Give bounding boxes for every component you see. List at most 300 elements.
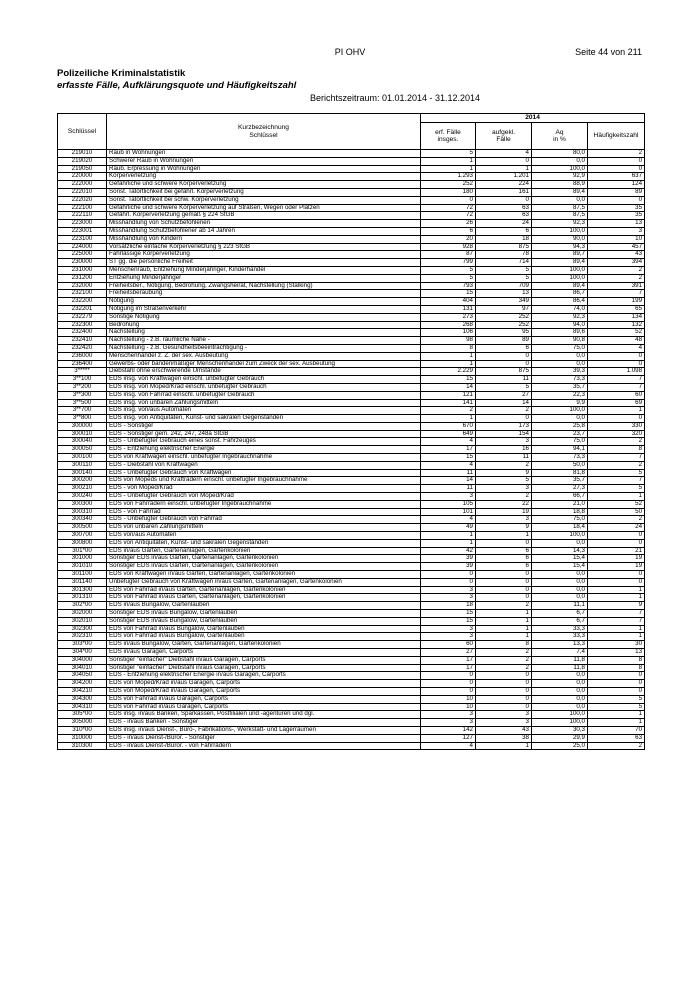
- row-solved: 16: [476, 446, 532, 454]
- row-cases: 131: [421, 305, 476, 313]
- row-solved: 0: [476, 680, 532, 688]
- row-rate: 100,0: [532, 711, 588, 719]
- row-cases: 15: [421, 290, 476, 298]
- row-cases: 180: [421, 188, 476, 196]
- row-description: Gefährliche und schwere Körperverletzung auf Straßen, Wegen oder Plätzen: [107, 204, 421, 212]
- row-description: EDS von Moped/Krad in/aus Garagen, Carports: [107, 687, 421, 695]
- row-rate: 11,1: [532, 602, 588, 610]
- row-frequency: 5: [588, 695, 645, 703]
- row-description: Sonstiger EDS in/aus Bungalow, Gartenlauben: [107, 617, 421, 625]
- row-description: EDS - Unbefugter Gebrauch von Moped/Krad: [107, 493, 421, 501]
- row-solved: 349: [476, 298, 532, 306]
- row-description: Freiheitsberaubung: [107, 290, 421, 298]
- row-description: Nachstellung - z.B. räumliche Nähe -: [107, 337, 421, 345]
- row-key: 300110: [58, 461, 107, 469]
- column-header-description: Kurzbezeichnung Schlüssel: [107, 114, 421, 150]
- row-description: EDS in/aus Garagen, Carports: [107, 649, 421, 657]
- row-description: Raub in Wohnungen: [107, 150, 421, 158]
- row-key: 300300: [58, 500, 107, 508]
- row-solved: 2: [476, 656, 532, 664]
- row-rate: 35,7: [532, 477, 588, 485]
- row-key: 236400: [58, 360, 107, 368]
- row-frequency: 5: [588, 469, 645, 477]
- row-cases: 27: [421, 649, 476, 657]
- row-key: 304310: [58, 703, 107, 711]
- row-frequency: 0: [588, 415, 645, 423]
- row-rate: 30,3: [532, 726, 588, 734]
- row-solved: 3: [476, 438, 532, 446]
- row-cases: 20: [421, 235, 476, 243]
- row-rate: 100,0: [532, 227, 588, 235]
- table-row: [58, 726, 645, 734]
- row-cases: 60: [421, 641, 476, 649]
- row-rate: 33,3: [532, 625, 588, 633]
- row-rate: 0,0: [532, 196, 588, 204]
- row-description: Nötigung: [107, 298, 421, 306]
- column-header-key: Schlüssel: [58, 114, 107, 150]
- row-cases: 1: [421, 539, 476, 547]
- row-solved: 24: [476, 220, 532, 228]
- table-row: [58, 539, 645, 547]
- row-rate: 92,3: [532, 313, 588, 321]
- row-key: 300500: [58, 524, 107, 532]
- row-solved: 709: [476, 282, 532, 290]
- row-cases: 0: [421, 687, 476, 695]
- row-solved: 22: [476, 500, 532, 508]
- row-rate: 87,5: [532, 204, 588, 212]
- row-rate: 89,4: [532, 282, 588, 290]
- table-row: [58, 188, 645, 196]
- row-rate: 0,0: [532, 680, 588, 688]
- row-description: Sonstige Nötigung: [107, 313, 421, 321]
- row-description: EDS - von Moped/Krad: [107, 485, 421, 493]
- column-header-rate: Aq in %: [532, 123, 588, 150]
- row-rate: 6,7: [532, 610, 588, 618]
- row-description: EDS insg. von unbaren Zahlungsmitteln: [107, 399, 421, 407]
- row-key: 300010: [58, 430, 107, 438]
- row-cases: 268: [421, 321, 476, 329]
- table-body: [58, 150, 645, 750]
- row-frequency: 330: [588, 422, 645, 430]
- table-row: [58, 204, 645, 212]
- row-cases: 14: [421, 477, 476, 485]
- row-description: EDS von Fahrrad in/aus Gärten, Gartenanlagen, Gartenkolonien: [107, 586, 421, 594]
- table-row: [58, 305, 645, 313]
- row-solved: 173: [476, 422, 532, 430]
- row-cases: 4: [421, 438, 476, 446]
- row-key: 3**700: [58, 407, 107, 415]
- table-row: [58, 344, 645, 352]
- row-cases: 1: [421, 415, 476, 423]
- row-description: EDS - Unbefugter Gebrauch eines sonst. Fahrzeuges: [107, 438, 421, 446]
- table-row: [58, 227, 645, 235]
- row-frequency: 8: [588, 656, 645, 664]
- page-number: Seite 44 von 211: [575, 47, 642, 57]
- row-cases: 127: [421, 734, 476, 742]
- row-cases: 14: [421, 383, 476, 391]
- row-solved: 1: [476, 625, 532, 633]
- row-key: 232200: [58, 298, 107, 306]
- row-frequency: 0: [588, 578, 645, 586]
- row-solved: 11: [476, 376, 532, 384]
- row-key: 231200: [58, 274, 107, 282]
- table-row: [58, 282, 645, 290]
- row-frequency: 2: [588, 438, 645, 446]
- row-key: 3**100: [58, 376, 107, 384]
- row-rate: 75,0: [532, 438, 588, 446]
- row-rate: 100,0: [532, 719, 588, 727]
- row-cases: 4: [421, 742, 476, 750]
- row-description: EDS von unbaren Zahlungsmitteln: [107, 524, 421, 532]
- row-key: 304050: [58, 672, 107, 680]
- row-rate: 0,0: [532, 687, 588, 695]
- row-frequency: 2: [588, 461, 645, 469]
- row-solved: 18: [476, 235, 532, 243]
- row-cases: 49: [421, 524, 476, 532]
- row-rate: 75,0: [532, 516, 588, 524]
- row-key: 301010: [58, 563, 107, 571]
- row-frequency: 1: [588, 633, 645, 641]
- row-key: 219050: [58, 165, 107, 173]
- row-key: 300700: [58, 532, 107, 540]
- row-rate: 81,8: [532, 469, 588, 477]
- table-row: [58, 625, 645, 633]
- row-key: 304300: [58, 695, 107, 703]
- row-solved: 6: [476, 563, 532, 571]
- row-rate: 92,9: [532, 173, 588, 181]
- row-key: 301140: [58, 578, 107, 586]
- row-rate: 35,7: [532, 383, 588, 391]
- row-key: 302010: [58, 617, 107, 625]
- row-frequency: 24: [588, 524, 645, 532]
- row-cases: 1: [421, 360, 476, 368]
- row-solved: 0: [476, 352, 532, 360]
- row-frequency: 320: [588, 430, 645, 438]
- row-frequency: 19: [588, 563, 645, 571]
- row-solved: 9: [476, 469, 532, 477]
- table-row: [58, 524, 645, 532]
- row-description: Menschenraub, Entziehung Minderjähriger, Kinderhandel: [107, 266, 421, 274]
- row-solved: 5: [476, 274, 532, 282]
- row-description: EDS - Entziehung elektrischer Energie: [107, 446, 421, 454]
- row-rate: 73,3: [532, 454, 588, 462]
- row-rate: 74,0: [532, 305, 588, 313]
- row-cases: 1: [421, 352, 476, 360]
- row-cases: 15: [421, 610, 476, 618]
- row-rate: 100,0: [532, 532, 588, 540]
- row-cases: 0: [421, 578, 476, 586]
- table-row: [58, 438, 645, 446]
- row-frequency: 1: [588, 586, 645, 594]
- table-row: [58, 150, 645, 158]
- row-frequency: 1: [588, 625, 645, 633]
- row-solved: 6: [476, 555, 532, 563]
- row-rate: 29,9: [532, 734, 588, 742]
- row-key: 219020: [58, 157, 107, 165]
- row-frequency: 124: [588, 181, 645, 189]
- table-row: [58, 181, 645, 189]
- table-row: [58, 734, 645, 742]
- row-frequency: 2: [588, 266, 645, 274]
- row-rate: 94,1: [532, 446, 588, 454]
- row-frequency: 2: [588, 274, 645, 282]
- row-frequency: 0: [588, 196, 645, 204]
- row-frequency: 13: [588, 220, 645, 228]
- table-row: [58, 508, 645, 516]
- row-cases: 142: [421, 726, 476, 734]
- row-key: 301*00: [58, 547, 107, 555]
- row-rate: 66,7: [532, 493, 588, 501]
- row-solved: 3: [476, 719, 532, 727]
- row-solved: 97: [476, 305, 532, 313]
- table-row: [58, 259, 645, 267]
- row-key: 300040: [58, 438, 107, 446]
- table-row: [58, 719, 645, 727]
- row-description: EDS insg. von Kraftwagen einschl. unbefugter Gebrauch: [107, 376, 421, 384]
- column-header-frequency: Häufigkeitszahl: [588, 123, 645, 150]
- row-key: 300800: [58, 539, 107, 547]
- table-row: [58, 220, 645, 228]
- row-solved: 0: [476, 360, 532, 368]
- row-rate: 0,0: [532, 360, 588, 368]
- row-key: 301300: [58, 586, 107, 594]
- row-description: EDS insg. in/aus Banken, Sparkassen, Postfilialen und -agenturen und dgl.: [107, 711, 421, 719]
- row-description: Misshandlung Schutzbefohlener ab 14 Jahren: [107, 227, 421, 235]
- row-cases: 3: [421, 711, 476, 719]
- row-solved: 0: [476, 695, 532, 703]
- row-frequency: 1: [588, 594, 645, 602]
- row-key: 300240: [58, 493, 107, 501]
- row-key: 301000: [58, 555, 107, 563]
- row-rate: 90,8: [532, 337, 588, 345]
- row-frequency: 2: [588, 150, 645, 158]
- row-rate: 0,0: [532, 539, 588, 547]
- row-description: Sonstiger EDS in/aus Bungalow, Gartenlauben: [107, 610, 421, 618]
- table-row: [58, 422, 645, 430]
- row-solved: 14: [476, 399, 532, 407]
- row-solved: 2: [476, 407, 532, 415]
- row-key: 300000: [58, 422, 107, 430]
- row-description: Freiheitsber., Nötigung, Bedrohung, Zwangsheirat, Nachstellung (Stalking): [107, 282, 421, 290]
- row-key: 3**800: [58, 415, 107, 423]
- row-cases: 15: [421, 617, 476, 625]
- table-row: [58, 633, 645, 641]
- row-description: EDS von Antiquitäten, Kunst- und sakralen Gegenständen: [107, 539, 421, 547]
- row-solved: 161: [476, 188, 532, 196]
- row-rate: 15,4: [532, 563, 588, 571]
- table-row: [58, 578, 645, 586]
- row-description: EDS von Kraftwagen in/aus Gärten, Gartenanlagen, Gartenkolonien: [107, 571, 421, 579]
- row-rate: 94,3: [532, 243, 588, 251]
- row-cases: 26: [421, 220, 476, 228]
- row-description: EDS - Unbefugter Gebrauch von Kraftwagen: [107, 469, 421, 477]
- row-solved: 3: [476, 711, 532, 719]
- row-cases: 404: [421, 298, 476, 306]
- row-description: EDS - Entziehung elektrischer Energie in/aus Garagen, Carports: [107, 672, 421, 680]
- row-description: Nachstellung: [107, 329, 421, 337]
- row-cases: 1: [421, 532, 476, 540]
- row-frequency: 1.098: [588, 368, 645, 376]
- row-key: 222100: [58, 204, 107, 212]
- row-description: EDS insg. in/aus Dienst-, Büro-, Fabrikations-, Werkstatt- und Lagerräumen: [107, 726, 421, 734]
- row-frequency: 89: [588, 188, 645, 196]
- row-solved: 0: [476, 672, 532, 680]
- table-row: [58, 485, 645, 493]
- row-cases: 3: [421, 594, 476, 602]
- row-description: Körperverletzung: [107, 173, 421, 181]
- table-row: [58, 360, 645, 368]
- row-solved: 1: [476, 610, 532, 618]
- table-row: [58, 656, 645, 664]
- table-row: [58, 376, 645, 384]
- row-solved: 875: [476, 368, 532, 376]
- row-cases: 1.293: [421, 173, 476, 181]
- table-row: [58, 571, 645, 579]
- row-key: 300140: [58, 469, 107, 477]
- table-row: [58, 695, 645, 703]
- column-header-cases: erf. Fälle insges.: [421, 123, 476, 150]
- row-cases: 141: [421, 399, 476, 407]
- table-row: [58, 602, 645, 610]
- table-row: [58, 610, 645, 618]
- row-rate: 21,0: [532, 500, 588, 508]
- row-cases: 5: [421, 150, 476, 158]
- table-row: [58, 212, 645, 220]
- table-row: [58, 664, 645, 672]
- row-description: EDS von Fahrrad in/aus Gärten, Gartenanlagen, Gartenkolonien: [107, 594, 421, 602]
- row-description: EDS von Fahrrad in/aus Garagen, Carports: [107, 695, 421, 703]
- row-frequency: 65: [588, 305, 645, 313]
- row-description: Gewerbs- oder bandenmäßiger Menschenhandel zum Zweck der sex. Ausbeutung: [107, 360, 421, 368]
- row-cases: 3: [421, 625, 476, 633]
- row-key: 303*00: [58, 641, 107, 649]
- row-frequency: 35: [588, 212, 645, 220]
- row-key: 300100: [58, 454, 107, 462]
- row-solved: 63: [476, 212, 532, 220]
- row-cases: 0: [421, 680, 476, 688]
- row-key: 302000: [58, 610, 107, 618]
- table-row: [58, 298, 645, 306]
- row-rate: 9,9: [532, 399, 588, 407]
- row-rate: 18,8: [532, 508, 588, 516]
- row-key: 232410: [58, 337, 107, 345]
- row-key: 301310: [58, 594, 107, 602]
- report-source: PI OHV: [334, 47, 366, 57]
- row-description: EDS von Fahrrad in/aus Bungalow, Gartenlauben: [107, 633, 421, 641]
- row-rate: 13,3: [532, 641, 588, 649]
- row-frequency: 60: [588, 391, 645, 399]
- row-frequency: 19: [588, 555, 645, 563]
- row-rate: 11,8: [532, 656, 588, 664]
- row-cases: 6: [421, 227, 476, 235]
- row-solved: 6: [476, 227, 532, 235]
- row-frequency: 1: [588, 407, 645, 415]
- row-description: Sonstiger EDS in/aus Gärten, Gartenanlagen, Gartenkolonien: [107, 563, 421, 571]
- row-description: EDS von Moped/Krad in/aus Garagen, Carports: [107, 680, 421, 688]
- row-frequency: 63: [588, 734, 645, 742]
- row-solved: 1: [476, 633, 532, 641]
- row-rate: 7,4: [532, 649, 588, 657]
- row-cases: 17: [421, 656, 476, 664]
- row-description: Sonstiger EDS in/aus Gärten, Gartenanlagen, Gartenkolonien: [107, 555, 421, 563]
- row-frequency: 5: [588, 703, 645, 711]
- row-key: 302*00: [58, 602, 107, 610]
- row-solved: 9: [476, 524, 532, 532]
- table-row: [58, 368, 645, 376]
- row-frequency: 132: [588, 321, 645, 329]
- table-row: [58, 430, 645, 438]
- row-key: 302310: [58, 633, 107, 641]
- row-cases: 1: [421, 165, 476, 173]
- row-cases: 649: [421, 430, 476, 438]
- row-rate: 22,3: [532, 391, 588, 399]
- row-cases: 72: [421, 204, 476, 212]
- statistics-table: [57, 113, 645, 750]
- table-row: [58, 547, 645, 555]
- row-cases: 5: [421, 274, 476, 282]
- row-description: EDS von Fahrrad in/aus Garagen, Carports: [107, 703, 421, 711]
- table-row: [58, 407, 645, 415]
- row-key: 300310: [58, 508, 107, 516]
- table-row: [58, 563, 645, 571]
- row-solved: 6: [476, 547, 532, 555]
- row-description: EDS - in/aus Dienst-/Büror. - von Fahrrädern: [107, 742, 421, 750]
- row-key: 232201: [58, 305, 107, 313]
- table-row: [58, 266, 645, 274]
- row-description: EDS von Kraftwagen einschl. unbefugter Ingebrauchnahme: [107, 454, 421, 462]
- row-solved: 19: [476, 508, 532, 516]
- row-solved: 3: [476, 485, 532, 493]
- row-cases: 105: [421, 500, 476, 508]
- row-cases: 3: [421, 493, 476, 501]
- table-row: [58, 532, 645, 540]
- row-cases: 5: [421, 266, 476, 274]
- row-rate: 90,0: [532, 235, 588, 243]
- row-solved: 95: [476, 329, 532, 337]
- row-description: Diebstahl ohne erschwerende Umstände: [107, 368, 421, 376]
- row-rate: 89,4: [532, 259, 588, 267]
- row-cases: 101: [421, 508, 476, 516]
- row-frequency: 35: [588, 204, 645, 212]
- row-key: 3**300: [58, 391, 107, 399]
- row-cases: 670: [421, 422, 476, 430]
- row-frequency: 7: [588, 383, 645, 391]
- table-row: [58, 165, 645, 173]
- row-solved: 0: [476, 539, 532, 547]
- table-row: [58, 274, 645, 282]
- row-solved: 252: [476, 321, 532, 329]
- row-frequency: 10: [588, 235, 645, 243]
- row-solved: 154: [476, 430, 532, 438]
- row-solved: 2: [476, 649, 532, 657]
- row-key: 232000: [58, 282, 107, 290]
- row-rate: 23,7: [532, 430, 588, 438]
- row-solved: 1.201: [476, 173, 532, 181]
- row-key: 300200: [58, 477, 107, 485]
- row-solved: 4: [476, 150, 532, 158]
- row-key: 222010: [58, 188, 107, 196]
- row-rate: 86,7: [532, 290, 588, 298]
- row-solved: 714: [476, 259, 532, 267]
- row-description: EDS - von Fahrrad: [107, 508, 421, 516]
- row-solved: 0: [476, 196, 532, 204]
- row-solved: 43: [476, 726, 532, 734]
- row-description: ST gg. die persönliche Freiheit: [107, 259, 421, 267]
- table-row: [58, 337, 645, 345]
- row-frequency: 43: [588, 251, 645, 259]
- table-row: [58, 742, 645, 750]
- row-key: 304200: [58, 680, 107, 688]
